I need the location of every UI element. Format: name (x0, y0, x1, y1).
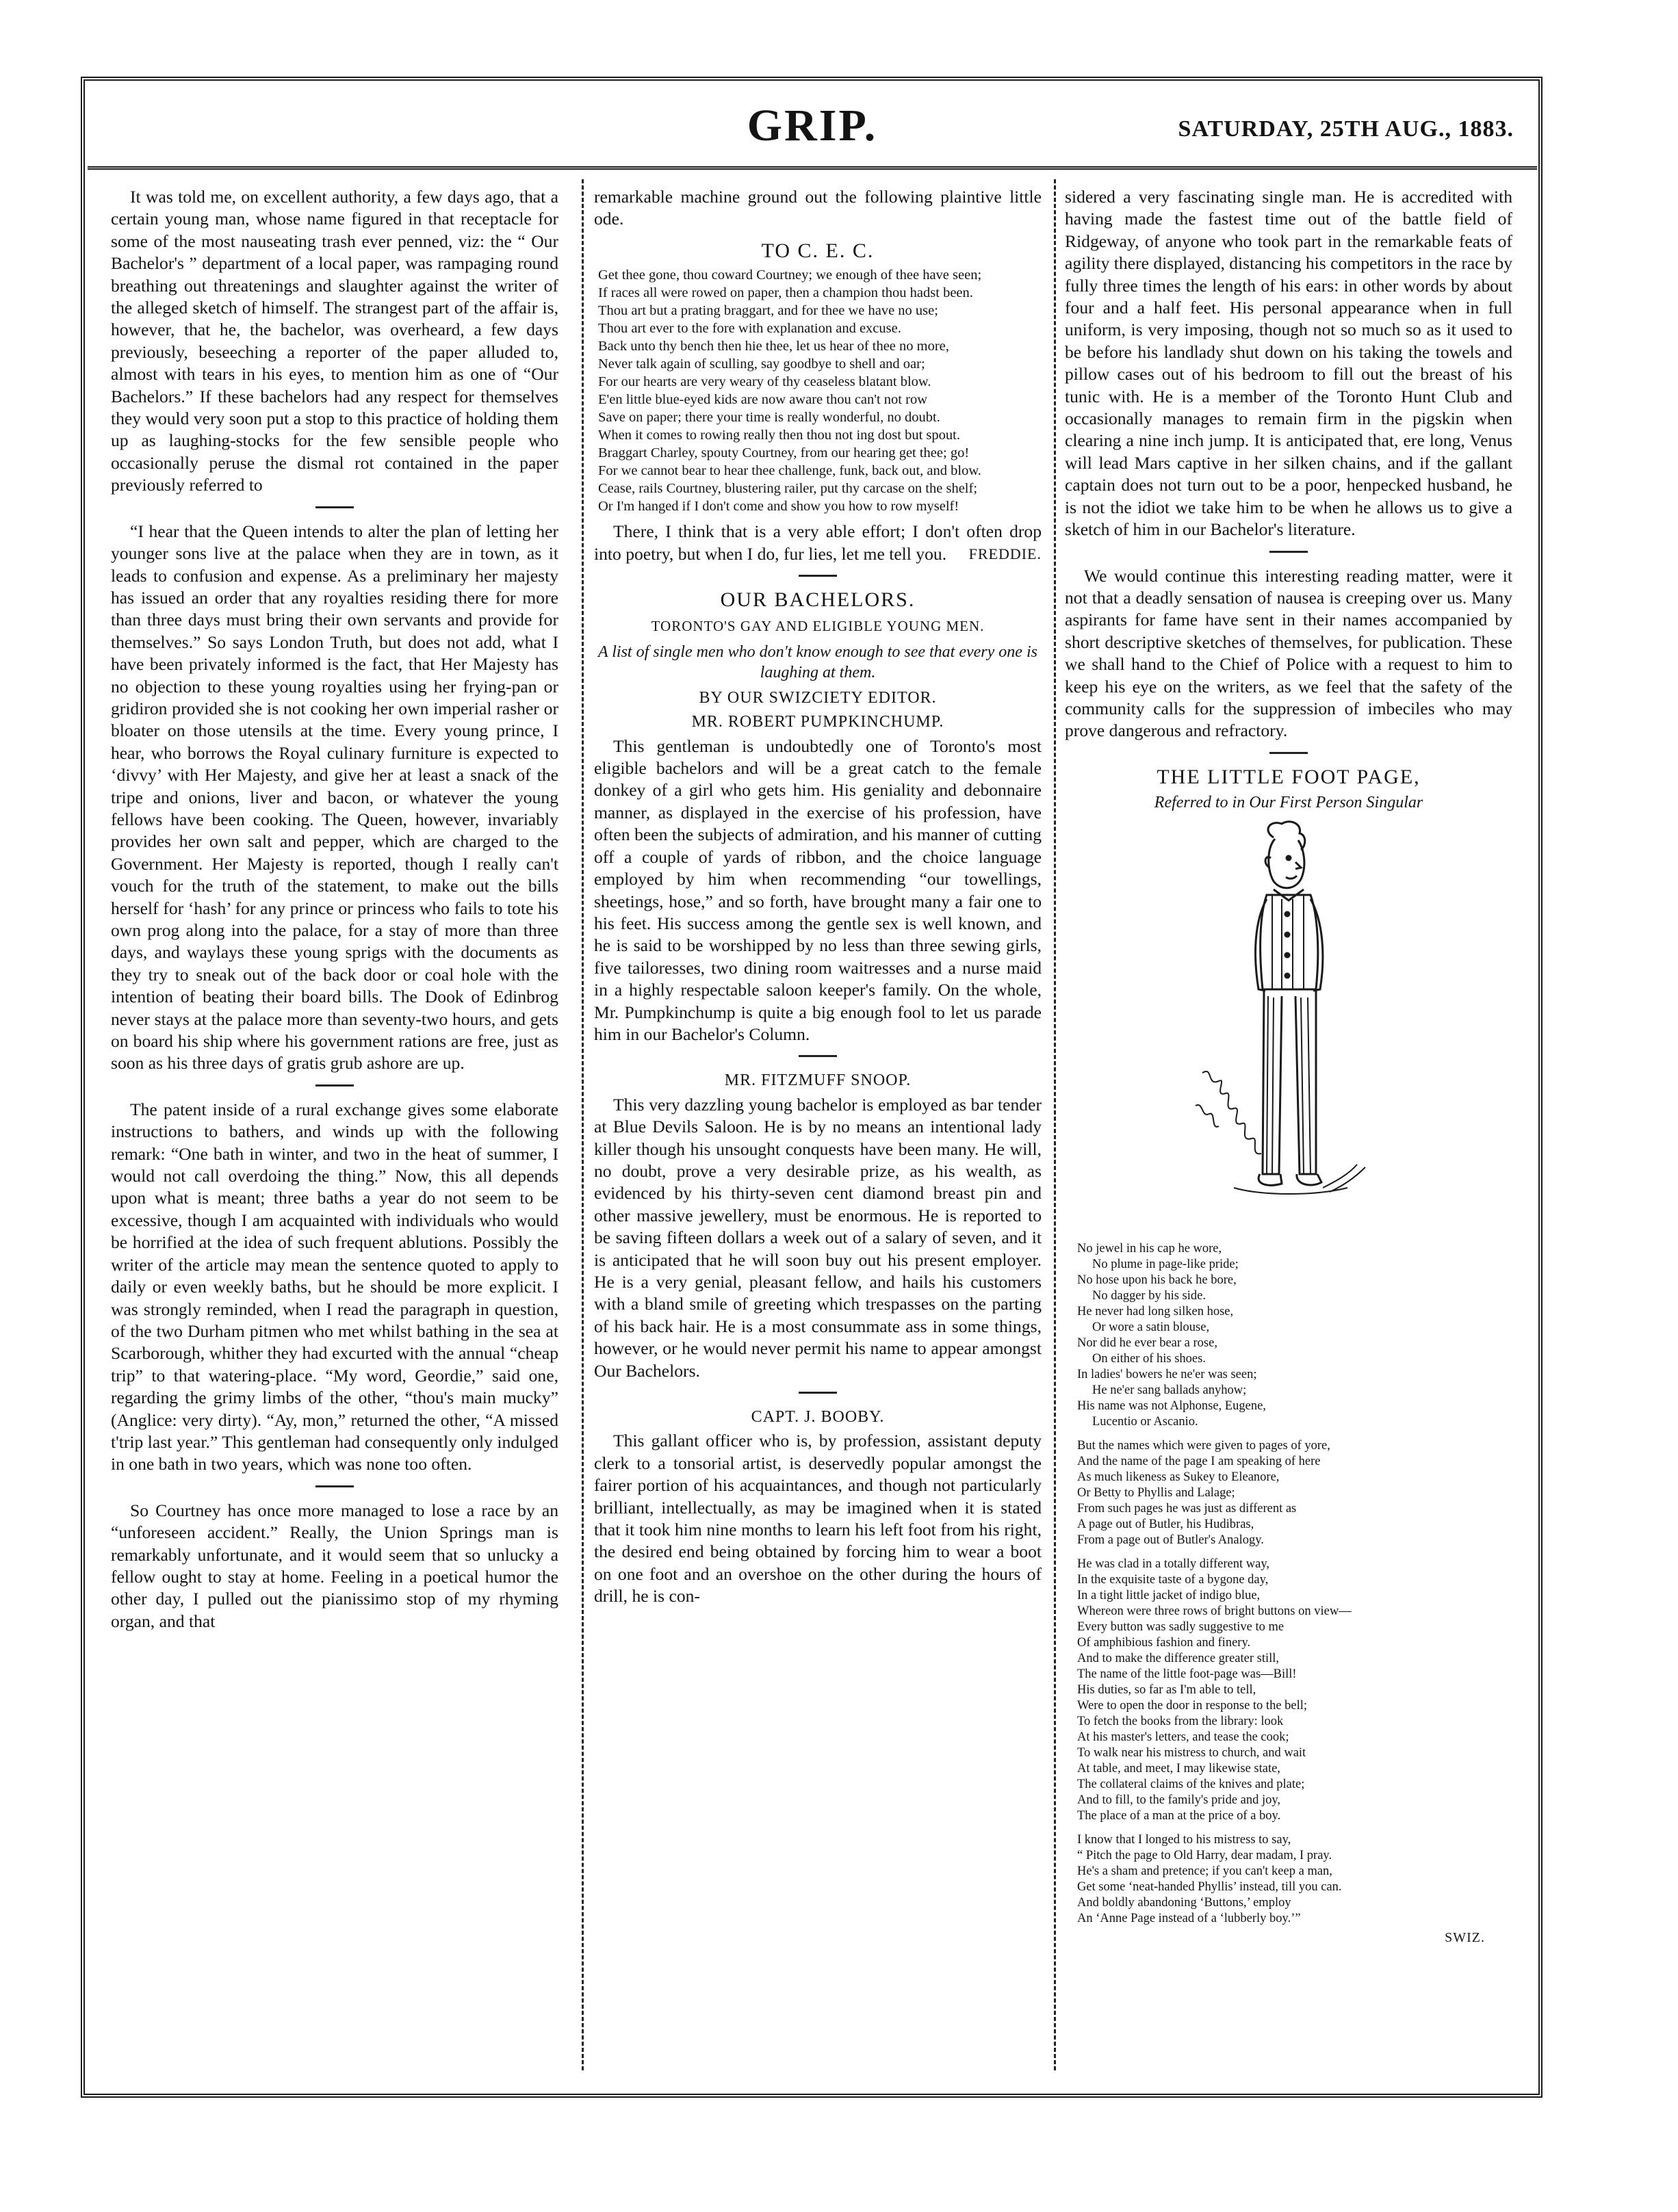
bachelor-name: MR. ROBERT PUMPKINCHUMP. (691, 713, 944, 731)
foot-page-illustration (1186, 818, 1391, 1236)
author-signature: SWIZ. (1445, 1930, 1485, 1946)
poem-line: In ladies' bowers he ne'er was seen; (1077, 1368, 1257, 1382)
page-boy-figure (1196, 822, 1365, 1194)
poem-line: The name of the little foot-page was—Bill! (1077, 1667, 1297, 1682)
poem-line: Or I'm hanged if I don't come and show you how to row myself! (598, 499, 959, 515)
poem-line: At table, and meet, I may likewise state, (1077, 1762, 1280, 1776)
poem-line: Of amphibious fashion and finery. (1077, 1636, 1251, 1650)
section-separator (1269, 752, 1308, 754)
stanza-gap (1077, 1824, 1512, 1832)
section-separator (1269, 551, 1308, 553)
poem-line: He's a sham and pretence; if you can't keep a man, (1077, 1864, 1332, 1879)
poem-line: Get thee gone, thou coward Courtney; we enough of thee have seen; (598, 268, 982, 283)
poem-line: Were to open the door in response to the bell; (1077, 1699, 1308, 1713)
poem-line: His duties, so far as I'm able to tell, (1077, 1683, 1256, 1697)
poem-line: He ne'er sang ballads anyhow; (1092, 1383, 1247, 1398)
poem-line: No jewel in his cap he wore, (1077, 1242, 1222, 1256)
poem-subtitle: Referred to in Our First Person Singular (1154, 794, 1423, 812)
poem-line: No dagger by his side. (1092, 1289, 1206, 1303)
poem-line: A page out of Butler, his Hudibras, (1077, 1518, 1254, 1532)
poem-line: On either of his shoes. (1092, 1352, 1206, 1366)
column-1 (111, 186, 558, 2065)
poem-line: And the name of the page I am speaking of here (1077, 1455, 1321, 1469)
article-paragraph: This gentleman is undoubtedly one of Toronto's most eligible bachelors and will be a great catch to the female donkey of a girl who gets him. His geniality and debonnaire manner, as displayed in the exercise of his profession, have often been the subjects of admiration, and his manner of cutting off a couple of yards of ribbon, and the choice language employed by him when recommending “our towellings, sheetings, hose,” and so forth, have brought many a fair one to his feet. His success among the gentle sex is well known, and he is said to be worshipped by no less than three sewing girls, five tailoresses, two dining room waitresses and a nurse maid in a highly respectable saloon keeper's family. On the whole, Mr. Pumpkinchump is quite a big enough fool to let us parade him in our Bachelor's Column. (594, 736, 1042, 1044)
article-paragraph: So Courtney has once more managed to lose a race by an “unforeseen accident.” Really, the Union Springs man is remarkably unfortunate, and it would seem that so unlucky a fellow ought to stay at home. Feeling in a poetical humor the other day, I pulled out the pianissimo stop of my rhyming organ, and that (111, 1500, 558, 1631)
poem-line: He never had long silken hose, (1077, 1305, 1234, 1319)
poem-line: Nor did he ever bear a rose, (1077, 1336, 1217, 1351)
poem-line: Cease, rails Courtney, blustering railer, put thy carcase on the shelf; (598, 481, 978, 497)
poem-line: An ‘Anne Page instead of a ‘lubberly boy.’” (1077, 1912, 1301, 1926)
bachelor-name: CAPT. J. BOOBY. (751, 1408, 885, 1427)
poem-line: In the exquisite taste of a bygone day, (1077, 1573, 1269, 1587)
section-note: A list of single men who don't know enough to see that every one is laughing at them. (598, 642, 1037, 681)
article-paragraph: It was told me, on excellent authority, a few days ago, that a certain young man, whose name figured in that receptacle for some of the most nauseating trash ever penned, viz: the “ Our Bachelor's ” department of a local paper, was rampaging round breathing out threatenings and slaughter against the writer of the alleged sketch of himself. The strangest part of the affair is, however, that he, the bachelor, was overheard, a few days previously, beseeching a reporter of the paper alluded to, almost with tears in his eyes, to mention him as one of “Our Bachelors.” If these bachelors had any respect for themselves they would very soon put a stop to this practice of holding them up as laughing-stocks for the few sensible people who occasionally peruse the dismal rot contained in the paper previously referred to (111, 187, 558, 495)
poem-line: In a tight little jacket of indigo blue, (1077, 1589, 1261, 1603)
poem-line: No plume in page-like pride; (1092, 1258, 1239, 1272)
poem-line: And to make the difference greater still, (1077, 1652, 1280, 1666)
section-separator (799, 1055, 837, 1057)
article-paragraph: The patent inside of a rural exchange gives some elaborate instructions to bathers, and winds up with the following remark: “One bath in winter, and two in the heat of summer, I would not call overdoing the thing.” Now, this all depends upon what is meant; three baths a year do not seem to be excessive, though I am acquainted with individuals who would be horrified at the idea of such frequent ablutions. Possibly the writer of the article may mean the sentence quoted to apply to daily or even weekly baths, but he should be more explicit. I was strongly reminded, when I read the paragraph in question, of the two Durham pitmen who met whilst bathing in the sea at Scarborough, whither they had excurted with the annual “cheap trip” to that watering-place. “My word, Geordie,” said one, regarding the grimy limbs of the other, “thou's main mucky” (Anglice: very dirty). “Ay, mon,” returned the other, “A missed t'trip last year.” This gentleman had consequently only indulged in one bath in two years, which was none too often. (111, 1099, 558, 1474)
poem-line: The collateral claims of the knives and plate; (1077, 1778, 1305, 1792)
article-paragraph: This gallant officer who is, by profession, assistant deputy clerk to a tonsorial artist, is deservedly popular amongst the fairer portion of his acquaintances, and though not particularly brilliant, intellectually, as may be imagined when it is stated that it took him nine months to learn his left foot from his right, the desired end being obtained by forcing him to wear a boot on one foot and an overshoe on the other during the hours of drill, he is con- (594, 1431, 1042, 1606)
poem-line: Back unto thy bench then hie thee, let us hear of thee no more, (598, 339, 949, 354)
section-separator (315, 1084, 354, 1087)
poem-line: Never talk again of sculling, say goodbye to shell and oar; (598, 356, 925, 372)
stanza-gap (1077, 1430, 1512, 1438)
bachelor-name: MR. FITZMUFF SNOOP. (724, 1071, 912, 1090)
poem-line: Get some ‘neat-handed Phyllis’ instead, till you can. (1077, 1880, 1342, 1895)
poem-line: If races all were rowed on paper, then a champion thou hadst been. (598, 285, 973, 301)
section-separator (315, 506, 354, 508)
issue-date: SATURDAY, 25TH AUG., 1883. (1178, 116, 1514, 142)
article-paragraph: sidered a very fascinating single man. He is accredited with having made the fastest time out of the battle field of Ridgeway, of anyone who took part in the remarkable feats of agility there displayed, distancing his competitors in the race by fully three times the length of his ears: in other words by about four and a half feet. His personal appearance when in full uniform, is very imposing, though not so much so as it used to be before his landlady shut down on his taking the towels and pillow cases out of his bedroom to fill out the breast of his tunic with. He is a member of the Toronto Hunt Club and occasionally manages to remain firm in the pigskin when clearing a nine inch jump. It is anticipated that, ere long, Venus will lead Mars captive in her silken chains, and if the gallant captain does not turn out to be a poor, henpecked husband, he is not the idiot we take him to be when he allows us to give a sketch of him in our Bachelor's literature. (1065, 187, 1512, 540)
poem-line: When it comes to rowing really then thou not ing dost but spout. (598, 428, 960, 443)
poem-line: Save on paper; there your time is really wonderful, no doubt. (598, 410, 940, 426)
poem-line: Lucentio or Ascanio. (1092, 1415, 1198, 1429)
article-paragraph: remarkable machine ground out the following plaintive little ode. (594, 187, 1042, 229)
foot-page-poem (1065, 1241, 1512, 1927)
column-2 (594, 186, 1042, 2065)
poem-line: Or wore a satin blouse, (1092, 1320, 1210, 1335)
poem-line: I know that I longed to his mistress to say, (1077, 1833, 1291, 1847)
ode-poem (594, 266, 1042, 515)
poem-line: From such pages he was just as different as (1077, 1502, 1297, 1516)
poem-line: “ Pitch the page to Old Harry, dear madam, I pray. (1077, 1849, 1332, 1863)
poem-line: No hose upon his back he bore, (1077, 1273, 1237, 1288)
section-separator (799, 1392, 837, 1394)
article-paragraph (594, 521, 1042, 565)
poem-line: And boldly abandoning ‘Buttons,’ employ (1077, 1896, 1291, 1910)
poem-line: His name was not Alphonse, Eugene, (1077, 1399, 1266, 1414)
poem-line: The place of a man at the price of a boy. (1077, 1809, 1281, 1823)
byline: BY OUR SWIZCIETY EDITOR. (699, 688, 937, 707)
column-divider (582, 179, 584, 2070)
article-paragraph: “I hear that the Queen intends to alter the plan of letting her younger sons live at the palace when they are in town, as it leads to confusion and expense. As a preliminary her majesty has issued an order that any royalties residing there for more than three days must bring their own servants and provide for themselves.” So says London Truth, but does not add, what I have been privately informed is the fact, that Her Majesty has no objection to these young royalties using her frying-pan or gridiron provided she is not cooking her own imperial rasher or bloater on those utensils at the time. Every young prince, I hear, who borrows the Royal culinary furniture is expected to ‘divvy’ with Her Majesty, and give her at least a snack of the tripe and onions, liver and bacon, or whatever the young fellows have been cooking. The Queen, however, invariably provides her own salt and pepper, which are charged to the Government. Her Majesty is reported, though I really can't vouch for the truth of the statement, to make out the bills herself for ‘hash’ for any prince or princess who fails to tote his own prog along into the palace, for a stay of more than three days, and waylays these young sprigs with the documents as they try to sneak out of the back door or coal hole with the intention of beating their board bills. The Dook of Edinbrog never stays at the palace more than seventy-two hours, and gets on board his ship where his government rations are free, just as soon as his three days of gratis grub ashore are up. (111, 521, 558, 1074)
column-3 (1065, 186, 1512, 2065)
poem-line: Thou art but a prating braggart, and for thee we have no use; (598, 303, 938, 319)
newspaper-title: GRIP. (747, 101, 878, 151)
section-subtitle: TORONTO'S GAY AND ELIGIBLE YOUNG MEN. (651, 618, 985, 635)
poem-line: For we cannot bear to hear thee challenge, funk, back out, and blow. (598, 463, 981, 479)
masthead (88, 96, 1537, 170)
author-signature: FREDDIE. (968, 545, 1042, 562)
poem-line: For our hearts are very weary of thy ceaseless blatant blow. (598, 374, 931, 390)
poem-line: To walk near his mistress to church, and wait (1077, 1746, 1306, 1760)
poem-line: Whereon were three rows of bright buttons on view— (1077, 1604, 1352, 1619)
poem-line: He was clad in a totally different way, (1077, 1557, 1269, 1572)
section-separator (315, 1485, 354, 1487)
article-paragraph: We would continue this interesting reading matter, were it not that a deadly sensation of nausea is creeping over us. Many aspirants for fame have sent in their names accompanied by short descriptive sketches of themselves, for publication. These we shall hand to the Chief of Police with a request to him to keep his eye on the writers, as we feel that the safety of the community calls for the suppression of imbeciles who may prove dangerous and refractory. (1065, 565, 1512, 741)
poem-title: THE LITTLE FOOT PAGE, (1157, 765, 1421, 788)
poem-line: To fetch the books from the library: look (1077, 1715, 1284, 1729)
ode-after-text: There, I think that is a very able effort; I don't often drop into poetry, but when I do, fur lies, let me tell you. (594, 521, 1042, 564)
stanza-gap (1077, 1548, 1512, 1557)
poem-line: E'en little blue-eyed kids are now aware thou can't not row (598, 392, 927, 408)
poem-line: Or Betty to Phyllis and Lalage; (1077, 1486, 1235, 1500)
poem-line: At his master's letters, and tease the cook; (1077, 1730, 1289, 1745)
poem-line: But the names which were given to pages of yore, (1077, 1439, 1330, 1453)
poem-line: Every button was sadly suggestive to me (1077, 1620, 1285, 1635)
column-divider (1054, 179, 1056, 2070)
ode-title: TO C. E. C. (761, 239, 875, 262)
poem-line: Braggart Charley, spouty Courtney, from our hearing get thee; go! (598, 445, 970, 461)
poem-line: Thou art ever to the fore with explanation and excuse. (598, 321, 901, 337)
article-paragraph: This very dazzling young bachelor is employed as bar tender at Blue Devils Saloon. He is by no means an intentional lady killer though his unsought conquests have been many. He will, no doubt, prove a very desirable prize, as his wealth, as evidenced by his thirty-seven cent diamond breast pin and other massive jewellery, must be enormous. He is reported to be saving fifteen dollars a week out of a salary of seven, and it is anticipated that he will soon buy out his present employer. He is a very genial, pleasant fellow, and hails his customers with a bland smile of greeting which trespasses on the parting of his back hair. He is a most consummate ass in some things, however, or he would never permit his name to appear amongst Our Bachelors. (594, 1094, 1042, 1381)
poem-line: From a page out of Butler's Analogy. (1077, 1533, 1264, 1548)
section-separator (799, 575, 837, 577)
poem-line: As much likeness as Sukey to Eleanore, (1077, 1470, 1280, 1485)
section-title: OUR BACHELORS. (720, 588, 916, 612)
poem-line: And to fill, to the family's pride and joy, (1077, 1793, 1281, 1808)
